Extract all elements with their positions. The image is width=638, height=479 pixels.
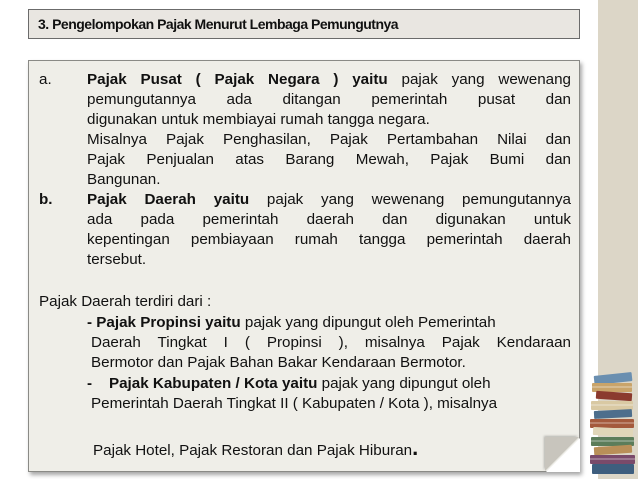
- sub1-line-3: Bermotor dan Pajak Bahan Bakar Kendaraan Bermotor.: [91, 354, 466, 371]
- page-fold-flap: [545, 437, 579, 471]
- item-b-line-3: kepentingan pembiayaan rumah tangga pemerintah daerah: [87, 231, 571, 248]
- item-a-line-5: Pajak Penjualan atas Barang Mewah, Pajak Bumi dan: [87, 151, 571, 168]
- page-title: 3. Pengelompokan Pajak Menurut Lembaga Pemungutnya: [38, 16, 399, 32]
- item-a-line-6: Bangunan.: [87, 171, 161, 188]
- sub2-line-3: [93, 435, 419, 460]
- sub1-term: Pajak Propinsi yaitu: [96, 314, 241, 331]
- item-a-line-3: digunakan untuk membiayai rumah tangga negara.: [87, 111, 430, 128]
- item-a-term: Pajak Pusat ( Pajak Negara ) yaitu: [87, 71, 388, 88]
- item-b-line-4: tersebut.: [87, 251, 147, 268]
- item-b-term: Pajak Daerah yaitu: [87, 191, 250, 208]
- item-b-line-2: ada pada pemerintah daerah dan digunakan untuk: [87, 211, 571, 228]
- book-stack-icon: [588, 372, 638, 476]
- item-a-line-4: Misalnya Pajak Penghasilan, Pajak Pertambahan Nilai dan: [87, 131, 571, 148]
- item-b-line1-rest: pajak yang wewenang pemungutannya: [266, 191, 571, 208]
- item-a-line1-rest: pajak yang wewenang: [401, 71, 571, 88]
- sub1-dash: -: [87, 314, 93, 331]
- sub2-line-1: [87, 375, 491, 393]
- sub2-term: Pajak Kabupaten / Kota yaitu: [108, 375, 318, 392]
- item-a-line-1: [87, 71, 571, 89]
- sub1-line1-rest: pajak yang dipungut oleh Pemerintah: [244, 314, 496, 331]
- sub2-line1-rest: pajak yang dipungut oleh: [321, 375, 491, 392]
- pajak-daerah-intro: Pajak Daerah terdiri dari :: [39, 293, 212, 310]
- title-bar: [28, 9, 580, 39]
- content-note: [28, 60, 580, 472]
- sub2-final-period: .: [412, 435, 419, 460]
- sub2-dash: -: [87, 375, 93, 392]
- sub1-line-2: Daerah Tingkat I ( Propinsi ), misalnya Pajak Kendaraan: [91, 334, 571, 351]
- sub2-line3-text: Pajak Hotel, Pajak Restoran dan Pajak Hiburan: [93, 442, 413, 459]
- item-b-line-1: [87, 191, 571, 209]
- item-a-line-2: pemungutannya ada ditangan pemerintah pusat dan: [87, 91, 571, 108]
- sub2-line-2: Pemerintah Daerah Tingkat II ( Kabupaten / Kota ), misalnya: [91, 395, 498, 412]
- item-a-marker: a.: [39, 71, 52, 88]
- item-b-marker: b.: [39, 191, 53, 208]
- sub1-line-1: [87, 314, 496, 332]
